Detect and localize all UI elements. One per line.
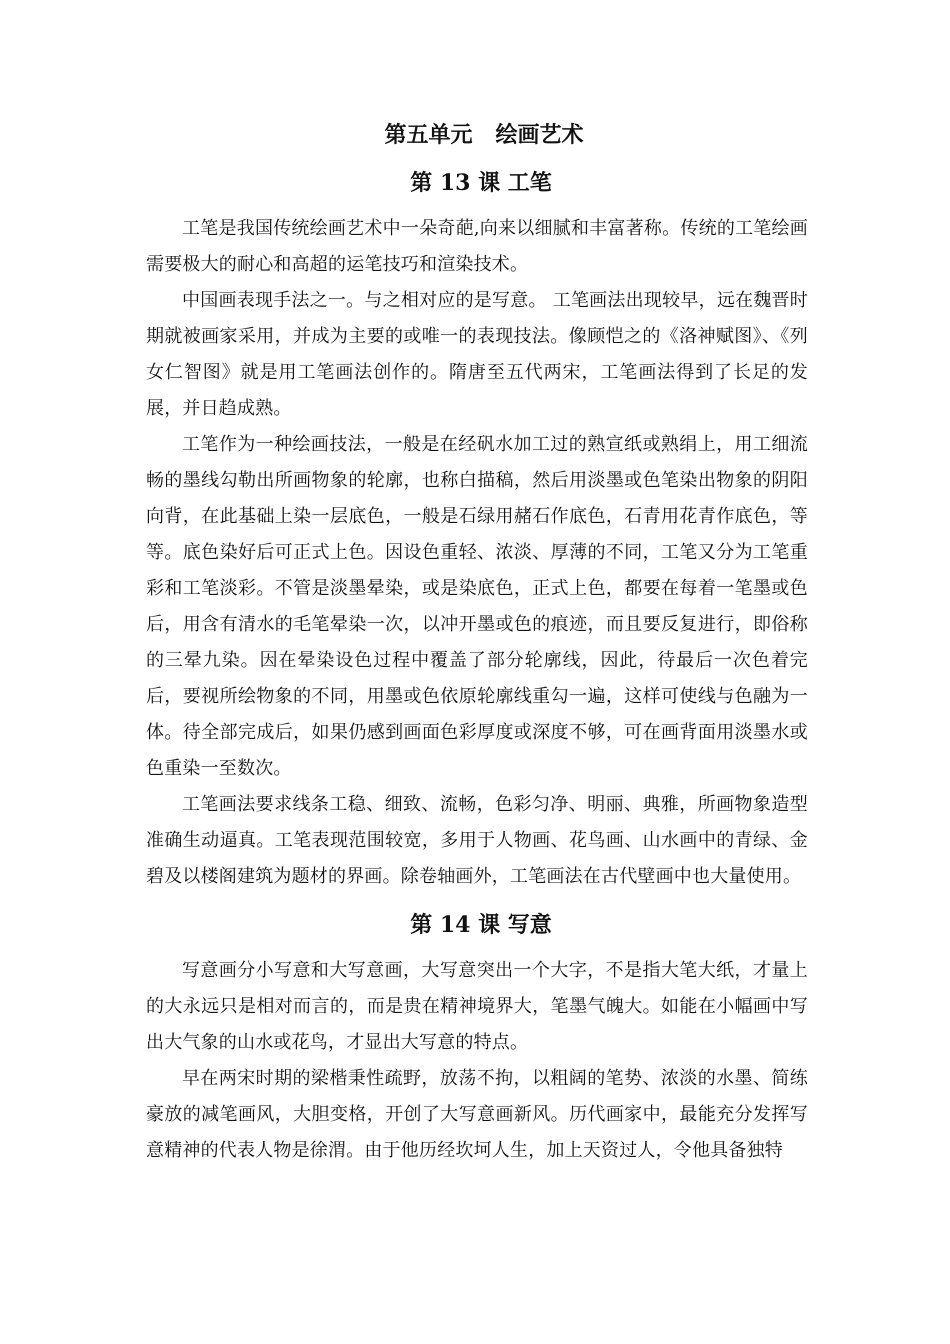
- lesson-13-paragraph-3: 工笔作为一种绘画技法，一般是在经矾水加工过的熟宣纸或熟绢上，用工细流畅的墨线勾勒出所画物象的轮廓，也称白描稿，然后用淡墨或色笔染出物象的阴阳向背，在此基础上染一层底色，一般是石绿用赭石作底色，石青用花青作底色，等等。底色染好后可正式上色。因设色重轻、浓淡、厚薄的不同，工笔又分为工笔重彩和工笔淡彩。不管是淡墨晕染，或是染底色，正式上色，都要在每着一笔墨或色后，用含有清水的毛笔晕染一次，以冲开墨或色的痕迹，而且要反复进行，即俗称的三晕九染。因在晕染设色过程中覆盖了部分轮廓线，因此，待最后一次色着完后，要视所绘物象的不同，用墨或色依原轮廓线重勾一遍，这样可使线与色融为一体。待全部完成后，如果仍感到画面色彩厚度或深度不够，可在画背面用淡墨水或色重染一至数次。: [146, 434, 808, 779]
- lesson-13-title: 第 13 课 工笔: [410, 170, 552, 196]
- document-page: [146, 115, 808, 1169]
- lesson-14-section: [146, 907, 808, 1169]
- lesson-13-paragraph-1: 工笔是我国传统绘画艺术中一朵奇葩,向来以细腻和丰富著称。传统的工笔绘画需要极大的耐心和高超的运笔技巧和渲染技术。: [146, 218, 808, 275]
- lesson-14-title: 第 14 课 写意: [410, 912, 552, 938]
- lesson-13-paragraph-2: 中国画表现手法之一。与之相对应的是写意。 工笔画法出现较早，远在魏晋时期就被画家采用，并成为主要的或唯一的表现技法。像顾恺之的《洛神赋图》、《列女仁智图》就是用工笔画法创作的。隋唐至五代两宋，工笔画法得到了长足的发展，并日趋成熟。: [146, 290, 808, 419]
- unit-title: 第五单元 绘画艺术: [384, 122, 584, 148]
- lesson-13-section: [146, 165, 808, 895]
- lesson-14-paragraph-2: 早在两宋时期的梁楷秉性疏野，放荡不拘，以粗阔的笔势、浓淡的水墨、简练豪放的减笔画风，大胆变格，开创了大写意画新风。历代画家中，最能充分发挥写意精神的代表人物是徐渭。由于他历经坎坷人生，加上天资过人，令他具备独特: [146, 1068, 808, 1161]
- lesson-13-paragraph-4: 工笔画法要求线条工稳、细致、流畅，色彩匀净、明丽、典雅，所画物象造型准确生动逼真。工笔表现范围较宽，多用于人物画、花鸟画、山水画中的青绿、金碧及以楼阁建筑为题材的界画。除卷轴画外，工笔画法在古代壁画中也大量使用。: [146, 794, 808, 887]
- lesson-14-paragraph-1: 写意画分小写意和大写意画，大写意突出一个大字，不是指大笔大纸，才量上的大永远只是相对而言的，而是贵在精神境界大，笔墨气魄大。如能在小幅画中写出大气象的山水或花鸟，才显出大写意的特点。: [146, 960, 808, 1053]
